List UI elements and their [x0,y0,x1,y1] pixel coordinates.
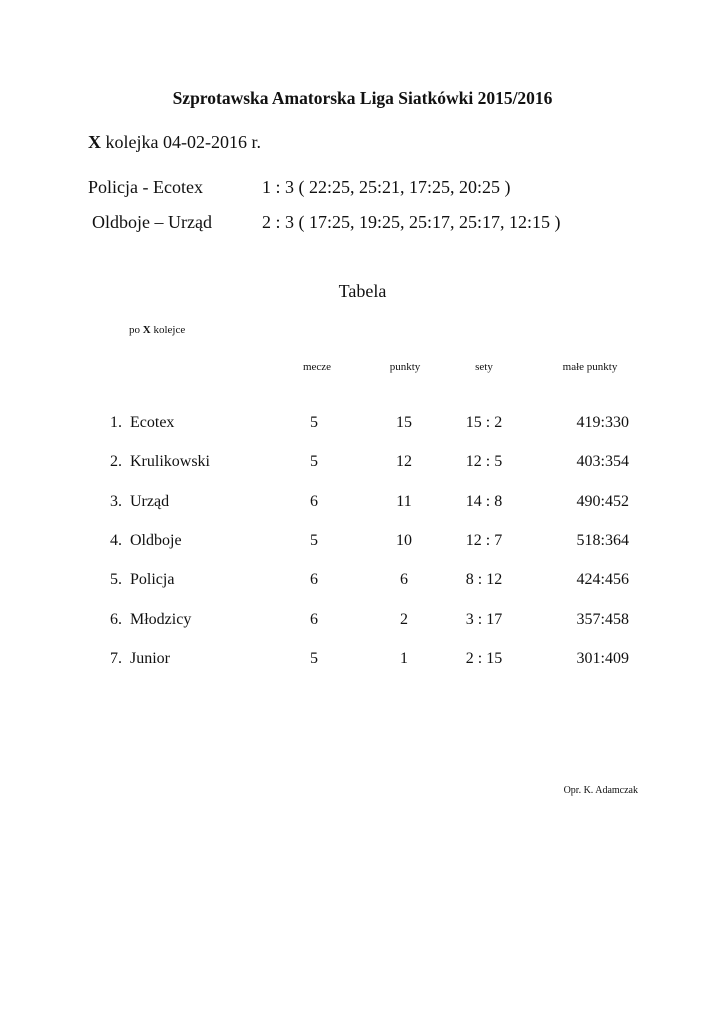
row-small-points: 301:409 [576,650,629,667]
column-header-sets: sety [475,361,493,373]
round-heading [88,132,261,153]
row-sets: 12 : 5 [465,453,503,470]
row-small-points: 518:364 [576,532,629,549]
row-sets: 12 : 7 [465,532,503,549]
table-title: Tabela [338,281,387,301]
row-small-points: 490:452 [576,493,629,510]
column-header-matches: mecze [302,361,332,373]
row-team: Policja [130,571,175,588]
row-team: Junior [130,650,170,667]
row-team: Krulikowski [130,453,210,470]
table-row [0,532,725,556]
match-2-teams: Oldboje – Urząd [92,212,212,232]
table-row [0,453,725,477]
row-rank: 1. [110,414,122,431]
table-row [0,493,725,517]
match-1-teams: Policja - Ecotex [88,177,203,197]
row-sets: 2 : 15 [465,650,503,667]
row-matches: 5 [310,414,318,431]
subtitle-suffix: kolejce [153,324,186,336]
row-team: Ecotex [130,414,175,431]
row-team: Oldboje [130,532,182,549]
row-points: 6 [400,571,408,588]
row-points: 1 [400,650,408,667]
row-points: 12 [396,453,412,470]
table-row [0,650,725,674]
row-points: 2 [400,611,408,628]
footer-author: Opr. K. Adamczak [563,785,638,796]
row-sets: 8 : 12 [465,571,503,588]
match-2-result: 2 : 3 ( 17:25, 19:25, 25:17, 25:17, 12:15 ) [262,212,561,232]
row-matches: 6 [310,493,318,510]
row-rank: 5. [110,571,122,588]
row-rank: 4. [110,532,122,549]
row-points: 10 [396,532,412,549]
table-subtitle [129,324,185,336]
row-team: Młodzicy [130,611,192,628]
subtitle-round: X [142,324,151,336]
row-rank: 6. [110,611,122,628]
row-matches: 5 [310,532,318,549]
row-matches: 6 [310,611,318,628]
column-header-points: punkty [389,361,421,373]
row-matches: 5 [310,453,318,470]
table-row [0,414,725,438]
row-points: 15 [396,414,412,431]
row-small-points: 357:458 [576,611,629,628]
row-matches: 5 [310,650,318,667]
row-matches: 6 [310,571,318,588]
table-row [0,571,725,595]
table-row [0,611,725,635]
round-date: kolejka 04-02-2016 r. [105,132,261,152]
document-title: Szprotawska Amatorska Liga Siatkówki 2015/2016 [172,88,553,108]
row-points: 11 [396,493,412,510]
match-1-result: 1 : 3 ( 22:25, 25:21, 17:25, 20:25 ) [262,177,511,197]
row-sets: 15 : 2 [465,414,503,431]
row-rank: 7. [110,650,122,667]
row-team: Urząd [130,493,170,510]
column-header-small-points: małe punkty [562,361,618,373]
round-number: X [88,132,101,152]
row-sets: 14 : 8 [465,493,503,510]
row-small-points: 424:456 [576,571,629,588]
row-small-points: 403:354 [576,453,629,470]
subtitle-prefix: po [129,324,140,336]
row-rank: 3. [110,493,122,510]
row-small-points: 419:330 [576,414,629,431]
row-sets: 3 : 17 [465,611,503,628]
row-rank: 2. [110,453,122,470]
